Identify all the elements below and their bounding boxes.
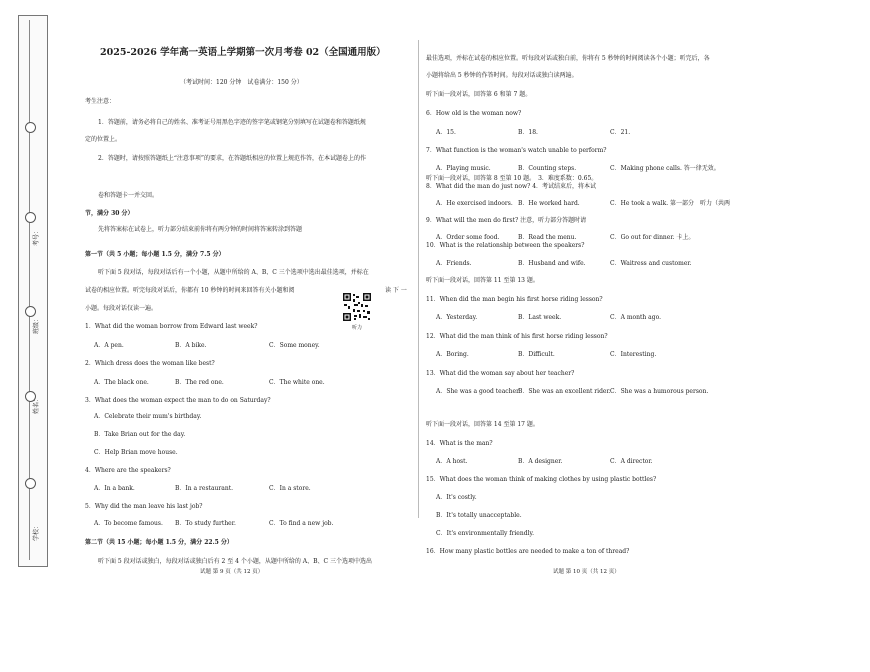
q5-option-c: C．To find a new job. — [269, 520, 334, 527]
notes-item2-line1: 2．答题时，请按照答题纸上“注意事项”的要求，在答题纸相应的位置上规范作答，在本试题卷上的作 — [98, 155, 366, 162]
q4-option-a: A．In a bank. — [94, 485, 135, 492]
binding-label-name: 姓名： — [33, 395, 40, 414]
q2-option-a: A．The black one. — [94, 379, 149, 386]
q2-option-c: C．The white one. — [269, 379, 325, 386]
q7-option-c: C．Making phone calls. 答一律无效。 — [610, 165, 720, 172]
section2-header: 第二节（共 15 小题；每小题 1.5 分，满分 22.5 分） — [85, 539, 233, 546]
notes-fragment-score: 节，满分 30 分） — [85, 210, 134, 217]
q14-option-b: B．A designer. — [518, 458, 563, 465]
binding-margin — [18, 15, 48, 567]
question-7: 7．What function is the woman's watch unable to perform? — [426, 147, 607, 154]
question-9: 9．What will the men do first? 注意，听力部分答题时请 — [426, 217, 587, 224]
notes-item1-line2: 定的位置上。 — [85, 136, 122, 143]
q6-option-b: B．18. — [518, 129, 538, 136]
q12-option-a: A．Boring. — [436, 351, 469, 358]
q10-option-c: C．Waitress and customer. — [610, 260, 692, 267]
q4-option-c: C．In a store. — [269, 485, 311, 492]
right-intro-line2: 小题将给出 5 秒钟的作答时间。每段对话或独白读两遍。 — [426, 72, 578, 79]
q15-option-b: B．It's totally unacceptable. — [436, 512, 522, 519]
q1-option-b: B．A bike. — [175, 342, 207, 349]
column-divider — [418, 40, 419, 518]
qr-code-icon — [342, 292, 372, 322]
binding-hole-icon — [25, 478, 36, 489]
listen-8-10: 听下面一段对话，回答第 8 至第 10 题。 3．难度系数：0.65。 — [426, 175, 598, 182]
q10-option-a: A．Friends. — [436, 260, 472, 267]
q14-option-a: A．A host. — [436, 458, 468, 465]
binding-hole-icon — [25, 212, 36, 223]
listen-6-7: 听下面一段对话，回答第 6 和第 7 题。 — [426, 91, 532, 98]
q13-option-c: C．She was a humorous person. — [610, 388, 709, 395]
q15-option-c: C．It's environmentally friendly. — [436, 530, 534, 537]
section1-instruction-line2: 试卷的相应位置。听完每段对话后，你都有 10 秒钟的时间来回答有关小题和阅 — [85, 287, 295, 294]
question-10: 10．What is the relationship between the speakers? — [426, 242, 585, 249]
section1-instruction-line1: 听下面 5 段对话，每段对话后有一个小题，从题中所给的 A、B、C 三个选项中选出最佳选项，并标在 — [98, 269, 369, 276]
footer-right: 试题 第 10 页（共 12 页） — [553, 569, 620, 575]
question-5: 5．Why did the man leave his last job? — [85, 503, 203, 510]
q11-option-a: A．Yesterday. — [436, 314, 478, 321]
question-8: 8．What did the man do just now? 4．考试结束后，将本试 — [426, 183, 597, 190]
question-16: 16．How many plastic bottles are needed to make a ton of thread? — [426, 548, 630, 555]
footer-left: 试题 第 9 页（共 12 页） — [200, 569, 264, 575]
q11-option-c: C．A month ago. — [610, 314, 662, 321]
q8-option-b: B．He worked hard. — [518, 200, 580, 207]
binding-label-school: 学校： — [33, 522, 40, 541]
q7-option-a: A．Playing music. — [436, 165, 491, 172]
q11-option-b: B．Last week. — [518, 314, 562, 321]
q1-option-a: A．A pen. — [94, 342, 124, 349]
notes-item1-line1: 1．答题前，请务必将自己的姓名、准考证号用黑色字迹的签字笔或钢笔分别填写在试题卷和答题纸规 — [98, 119, 366, 126]
binding-label-number: 考号： — [33, 227, 40, 246]
listen-11-13: 听下面一段对话，回答第 11 至第 13 题。 — [426, 277, 539, 284]
q1-option-c: C．Some money. — [269, 342, 320, 349]
q14-option-c: C．A director. — [610, 458, 653, 465]
q13-option-a: A．She was a good teacher. — [436, 388, 521, 395]
q2-option-b: B．The red one. — [175, 379, 224, 386]
question-6: 6．How old is the woman now? — [426, 110, 522, 117]
q8-option-c: C．He took a walk. 第一部分 听力（共两 — [610, 200, 731, 207]
q12-option-c: C．Interesting. — [610, 351, 657, 358]
q6-option-a: A．15. — [436, 129, 456, 136]
q5-option-b: B．To study further. — [175, 520, 236, 527]
binding-hole-icon — [25, 122, 36, 133]
notes-item2-line2: 卷和答题卡一并交回。 — [98, 192, 159, 199]
q3-option-b: B．Take Brian out for the day. — [94, 431, 186, 438]
question-11: 11．When did the man begin his first horse riding lesson? — [426, 296, 603, 303]
question-13: 13．What did the woman say about her teacher? — [426, 370, 575, 377]
q8-option-a: A．He exercised indoors. — [436, 200, 513, 207]
q12-option-b: B．Difficult. — [518, 351, 555, 358]
question-2: 2．Which dress does the woman like best? — [85, 360, 215, 367]
q5-option-a: A．To become famous. — [94, 520, 163, 527]
section1-instruction-line2b: 读 下 一 — [385, 287, 407, 294]
q3-option-c: C．Help Brian move house. — [94, 449, 178, 456]
question-12: 12．What did the man think of his first horse riding lesson? — [426, 333, 608, 340]
q9-option-a: A．Order some food. — [436, 234, 500, 241]
section1-header: 第一节（共 5 小题；每小题 1.5 分，满分 7.5 分） — [85, 251, 225, 258]
right-intro-line1: 最佳选项，并标在试卷的相应位置。听每段对话或独白前，你将有 5 秒钟的时间阅读各个小题；听完后，各 — [426, 55, 710, 62]
question-4: 4．Where are the speakers? — [85, 467, 171, 474]
qr-label: 听力 — [352, 325, 363, 331]
question-3: 3．What does the woman expect the man to do on Saturday? — [85, 397, 271, 404]
section1-instruction-line3: 小题。每段对话仅读一遍。 — [85, 305, 158, 312]
q10-option-b: B．Husband and wife. — [518, 260, 586, 267]
q9-option-c: C．Go out for dinner. 卡上。 — [610, 234, 695, 241]
listen-14-17: 听下面一段对话，回答第 14 至第 17 题。 — [426, 421, 539, 428]
exam-title: 2025-2026 学年高一英语上学期第一次月考卷 02（全国通用版） — [100, 47, 386, 58]
q9-option-b: B．Read the menu. — [518, 234, 577, 241]
q3-option-a: A．Celebrate their mum's birthday. — [94, 413, 202, 420]
q6-option-c: C．21. — [610, 129, 631, 136]
question-14: 14．What is the man? — [426, 440, 493, 447]
section2-instruction: 听下面 5 段对话或独白，每段对话或独白后有 2 至 4 个小题，从题中所给的 A、B、C 三个选项中选出 — [98, 558, 373, 565]
binding-label-class: 班级： — [33, 315, 40, 334]
q7-option-b: B．Counting steps. — [518, 165, 577, 172]
q15-option-a: A．It's costly. — [436, 494, 477, 501]
question-1: 1．What did the woman borrow from Edward last week? — [85, 323, 258, 330]
question-15: 15．What does the woman think of making clothes by using plastic bottles? — [426, 476, 657, 483]
notes-fragment-answer: 先将答案标在试卷上，听力部分结束前你将有两分钟的时间将答案转涂到答题 — [98, 226, 303, 233]
notes-header: 考生注意： — [85, 98, 116, 105]
q4-option-b: B．In a restaurant. — [175, 485, 234, 492]
q13-option-b: B．She was an excellent rider. — [518, 388, 611, 395]
exam-info: （考试时间：120 分钟 试卷满分：150 分） — [180, 79, 303, 86]
